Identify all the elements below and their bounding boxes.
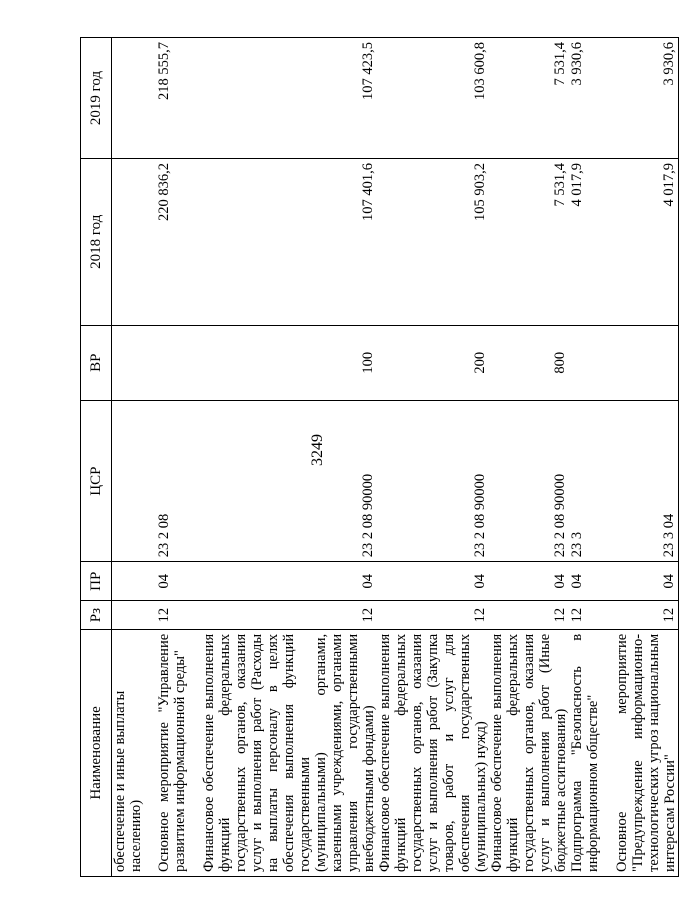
row-csr: 23 3 04 [614,400,679,561]
row-2019: 7 531,4 [489,38,569,159]
row-csr: 23 2 08 90000 [489,400,569,561]
row-2019: 107 423,5 [201,38,377,159]
row-2018: 7 531,4 [489,159,569,325]
row-rz [112,601,156,630]
row-vr [569,325,614,400]
row-name: Финансовое обеспечение выполнения функций федеральных государственных органов, оказания услуг и выполнения работ (Расходы на выплаты персоналу в целях обеспечения выполнения функций государственными (муниципальными) органами, казенными учреждениями, органами управления государственными внебюджетными фондами) [201,629,377,876]
header-vr: ВР [81,325,112,400]
header-name: Наименование [81,629,112,876]
row-name: Подпрограмма "Безопасность в информационном обществе" [569,629,614,876]
row-pr [112,562,156,601]
row-pr: 04 [489,562,569,601]
row-csr: 23 2 08 90000 [377,400,489,561]
row-pr: 04 [569,562,614,601]
header-2018: 2018 год [81,159,112,325]
row-csr: 23 2 08 90000 [201,400,377,561]
table-row [489,38,569,877]
table-row [201,38,377,877]
row-csr [112,400,156,561]
row-rz: 12 [156,601,201,630]
row-vr [614,325,679,400]
row-rz: 12 [614,601,679,630]
row-name: Финансовое обеспечение выполнения функций федеральных государственных органов, оказания услуг и выполнения работ (Закупка товаров, работ и услуг для обеспечения государственных (муниципальных) нужд) [377,629,489,876]
page-number: 3249 [309,434,326,466]
row-pr: 04 [201,562,377,601]
row-2018 [112,159,156,325]
row-rz: 12 [377,601,489,630]
row-name: Финансовое обеспечение выполнения функций федеральных государственных органов, оказания услуг и выполнения работ (Иные бюджетные ассигнования) [489,629,569,876]
row-rz: 12 [569,601,614,630]
row-vr: 100 [201,325,377,400]
row-rz: 12 [489,601,569,630]
row-csr: 23 2 08 [156,400,201,561]
row-vr: 800 [489,325,569,400]
header-csr: ЦСР [81,400,112,561]
header-rz: Рз [81,601,112,630]
row-name: Основное мероприятие "Предупреждение информационно-технологических угроз национальным интересам России" [614,629,679,876]
row-2019: 3 930,6 [614,38,679,159]
row-pr: 04 [614,562,679,601]
table-row [377,38,489,877]
row-2019: 3 930,6 [569,38,614,159]
row-2018: 4 017,9 [569,159,614,325]
table-header-row [81,38,112,877]
row-name: Основное мероприятие "Управление развитием информационной среды" [156,629,201,876]
row-vr [156,325,201,400]
row-pr: 04 [377,562,489,601]
row-pr: 04 [156,562,201,601]
table-row [156,38,201,877]
row-2019 [112,38,156,159]
header-pr: ПР [81,562,112,601]
row-name: обеспечение и иные выплаты населению) [112,629,156,876]
row-2018: 105 903,2 [377,159,489,325]
row-2018: 4 017,9 [614,159,679,325]
row-2019: 103 600,8 [377,38,489,159]
row-2018: 107 401,6 [201,159,377,325]
row-vr: 200 [377,325,489,400]
row-2019: 218 555,7 [156,38,201,159]
table-row [569,38,614,877]
table-row [112,38,156,877]
row-rz: 12 [201,601,377,630]
row-csr: 23 3 [569,400,614,561]
row-vr [112,325,156,400]
row-2018: 220 836,2 [156,159,201,325]
header-2019: 2019 год [81,38,112,159]
budget-table [80,37,679,877]
table-row [614,38,679,877]
